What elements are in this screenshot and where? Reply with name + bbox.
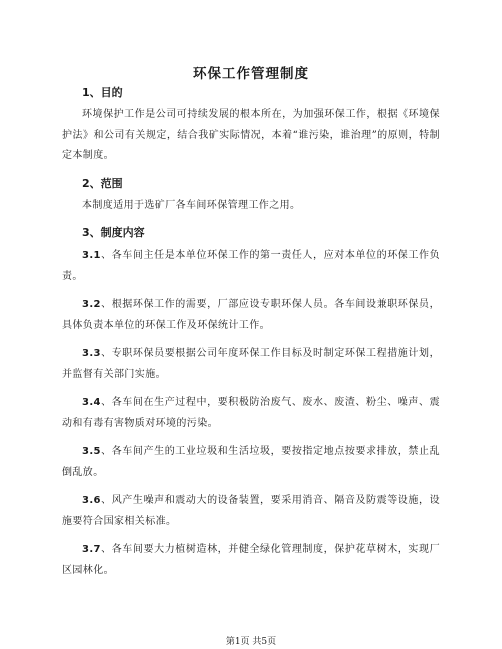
section-heading-purpose: 1、目的 bbox=[82, 86, 123, 99]
section-heading-scope: 2、范围 bbox=[82, 176, 123, 190]
clause-number: 3.7 bbox=[82, 544, 101, 555]
clause-item bbox=[62, 491, 440, 532]
clause-number: 3.1 bbox=[82, 250, 101, 261]
clause-number: 3.2 bbox=[82, 299, 101, 310]
section-paragraph-scope: 本制度适用于选矿厂各车间环保管理工作之用。 bbox=[82, 199, 301, 211]
document-title: 环保工作管理制度 bbox=[193, 66, 309, 82]
clause-item bbox=[62, 540, 440, 581]
clause-number: 3.5 bbox=[82, 446, 101, 457]
clause-text: 、风产生噪声和震动大的设备装置，要采用消音、隔音及防震等设施，设施要符合国家相关标准。 bbox=[62, 495, 440, 527]
clause-item bbox=[62, 442, 440, 483]
section-heading-content: 3、制度内容 bbox=[82, 226, 145, 239]
clause-item bbox=[62, 344, 440, 385]
document-body bbox=[62, 83, 440, 581]
clause-number: 3.3 bbox=[82, 348, 101, 359]
clause-text: 、各车间产生的工业垃圾和生活垃圾，要按指定地点按要求排放，禁止乱倒乱放。 bbox=[62, 446, 440, 478]
section-paragraph-purpose: 环境保护工作是公司可持续发展的根本所在，为加强环保工作，根据《环境保护法》和公司有关规定，结合我矿实际情况，本着“谁污染，谁治理”的原则，特制定本制度。 bbox=[62, 109, 440, 161]
clause-item bbox=[62, 246, 440, 287]
page-footer: 第1页 共5页 bbox=[225, 637, 277, 647]
clause-text: 、各车间主任是本单位环保工作的第一责任人，应对本单位的环保工作负责。 bbox=[62, 250, 440, 282]
clause-item bbox=[62, 295, 440, 336]
clause-item bbox=[62, 393, 440, 434]
clause-text: 、专职环保员要根据公司年度环保工作目标及时制定环保工程措施计划，并监督有关部门实施。 bbox=[62, 348, 440, 380]
clause-text: 、根据环保工作的需要，厂部应设专职环保人员。各车间设兼职环保员，具体负责本单位的环保工作及环保统计工作。 bbox=[62, 299, 440, 331]
clause-text: 、各车间在生产过程中，要积极防治废气、废水、废渣、粉尘、噪声、震动和有毒有害物质对环境的污染。 bbox=[62, 397, 440, 429]
clause-number: 3.6 bbox=[82, 495, 101, 506]
clause-text: 、各车间要大力植树造林，并健全绿化管理制度，保护花草树木，实现厂区园林化。 bbox=[62, 544, 440, 576]
clause-number: 3.4 bbox=[82, 397, 101, 408]
